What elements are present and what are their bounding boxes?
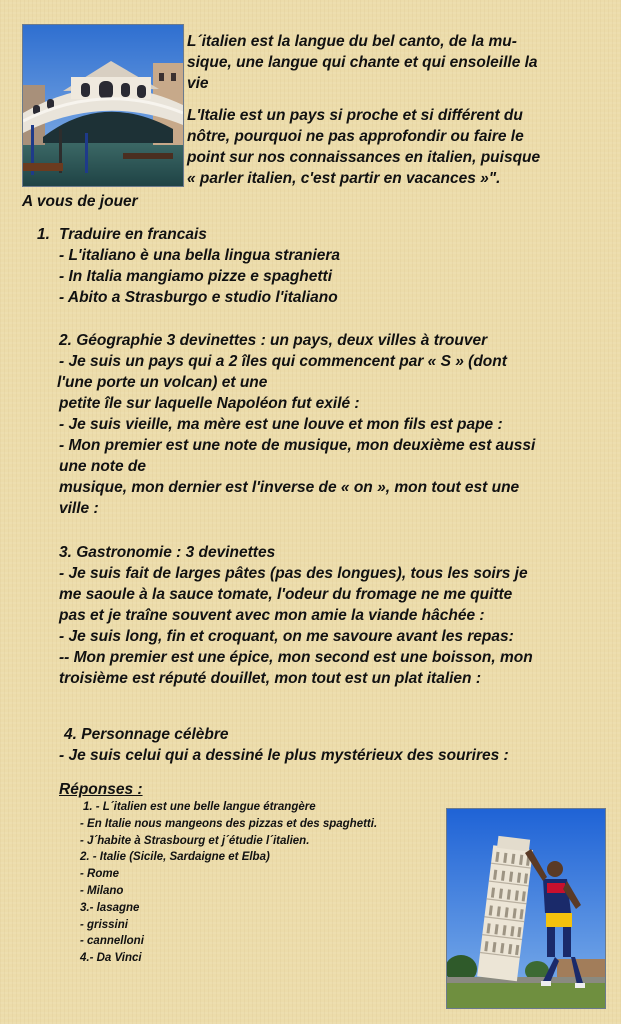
answer-item: - Milano	[80, 884, 124, 897]
answer-item: 2. - Italie (Sicile, Sardaigne et Elba)	[80, 851, 270, 864]
intro-line: sique, une langue qui chante et qui ensoleille la	[187, 54, 538, 71]
list-item: une note de	[59, 458, 146, 475]
list-item: troisième est réputé douillet, mon tout est un plat italien :	[59, 670, 481, 687]
list-item: - L'italiano è una bella lingua straniera	[59, 247, 341, 264]
intro-line: point sur nos connaissances en italien, puisque	[187, 149, 541, 166]
list-item: pas et je traîne souvent avec mon amie la viande hâchée :	[59, 607, 485, 624]
list-item: me saoule à la sauce tomate, l'odeur du fromage ne me quitte	[59, 586, 513, 603]
list-item: l'une porte un volcan) et une	[57, 374, 268, 391]
answer-item: - grissini	[80, 918, 128, 931]
answer-item: 3.- lasagne	[80, 901, 140, 914]
section-2-title: 2. Géographie 3 devinettes : un pays, deux villes à trouver	[59, 332, 488, 349]
list-item: - Je suis vieille, ma mère est une louve et mon fils est pape :	[59, 416, 503, 433]
intro-paragraph-2	[187, 105, 617, 189]
intro-line: vie	[187, 75, 209, 92]
intro-line: « parler italien, c'est partir en vacances »".	[187, 170, 501, 187]
answer-item: 1. - L´italien est une belle langue étrangère	[83, 801, 316, 813]
answer-item: - cannelloni	[80, 935, 144, 948]
list-item: -- Mon premier est une épice, mon second est une boisson, mon	[59, 649, 533, 666]
answers-title: Réponses :	[59, 781, 143, 798]
answer-item: - En Italie nous mangeons des pizzas et des spaghetti.	[80, 817, 378, 830]
answer-item: - Rome	[80, 868, 119, 881]
list-item: ville :	[59, 500, 99, 517]
list-item: - Je suis un pays qui a 2 îles qui commencent par « S » (dont	[59, 353, 507, 370]
intro-line: nôtre, pourquoi ne pas approfondir ou faire le	[187, 128, 524, 145]
leaning-tower-photo	[446, 808, 606, 1009]
answers-list	[80, 799, 440, 967]
section-1-title: Traduire en francais	[59, 226, 207, 243]
section-1-number: 1.	[37, 226, 50, 243]
section-3-lines	[59, 563, 614, 689]
rialto-bridge-photo	[22, 24, 184, 187]
list-item: - Je suis fait de larges pâtes (pas des longues), tous les soirs je	[59, 565, 528, 582]
section-4-title: 4. Personnage célèbre	[64, 726, 229, 743]
list-item: petite île sur laquelle Napoléon fut exilé :	[59, 395, 360, 412]
list-item: - Je suis long, fin et croquant, on me savoure avant les repas:	[59, 628, 514, 645]
intro-line: L´italien est la langue du bel canto, de la mu-	[187, 33, 517, 50]
list-item: musique, mon dernier est l'inverse de « on », mon tout est une	[59, 479, 520, 496]
play-heading: A vous de jouer	[22, 193, 138, 210]
list-item: - In Italia mangiamo pizze e spaghetti	[59, 268, 333, 285]
section-4-line: - Je suis celui qui a dessiné le plus mystérieux des sourires :	[59, 747, 509, 764]
intro-line: L'Italie est un pays si proche et si différent du	[187, 107, 523, 124]
answer-item: 4.- Da Vinci	[80, 952, 142, 965]
list-item: - Mon premier est une note de musique, mon deuxième est aussi	[59, 437, 536, 454]
list-item: - Abito a Strasburgo e studio l'italiano	[59, 289, 338, 306]
intro-paragraph-1	[187, 31, 617, 94]
answer-item: - J´habite à Strasbourg et j´étudie l´italien.	[80, 834, 310, 847]
section-1-lines	[59, 245, 340, 308]
section-3-title: 3. Gastronomie : 3 devinettes	[59, 544, 276, 561]
section-2-lines	[59, 351, 614, 519]
